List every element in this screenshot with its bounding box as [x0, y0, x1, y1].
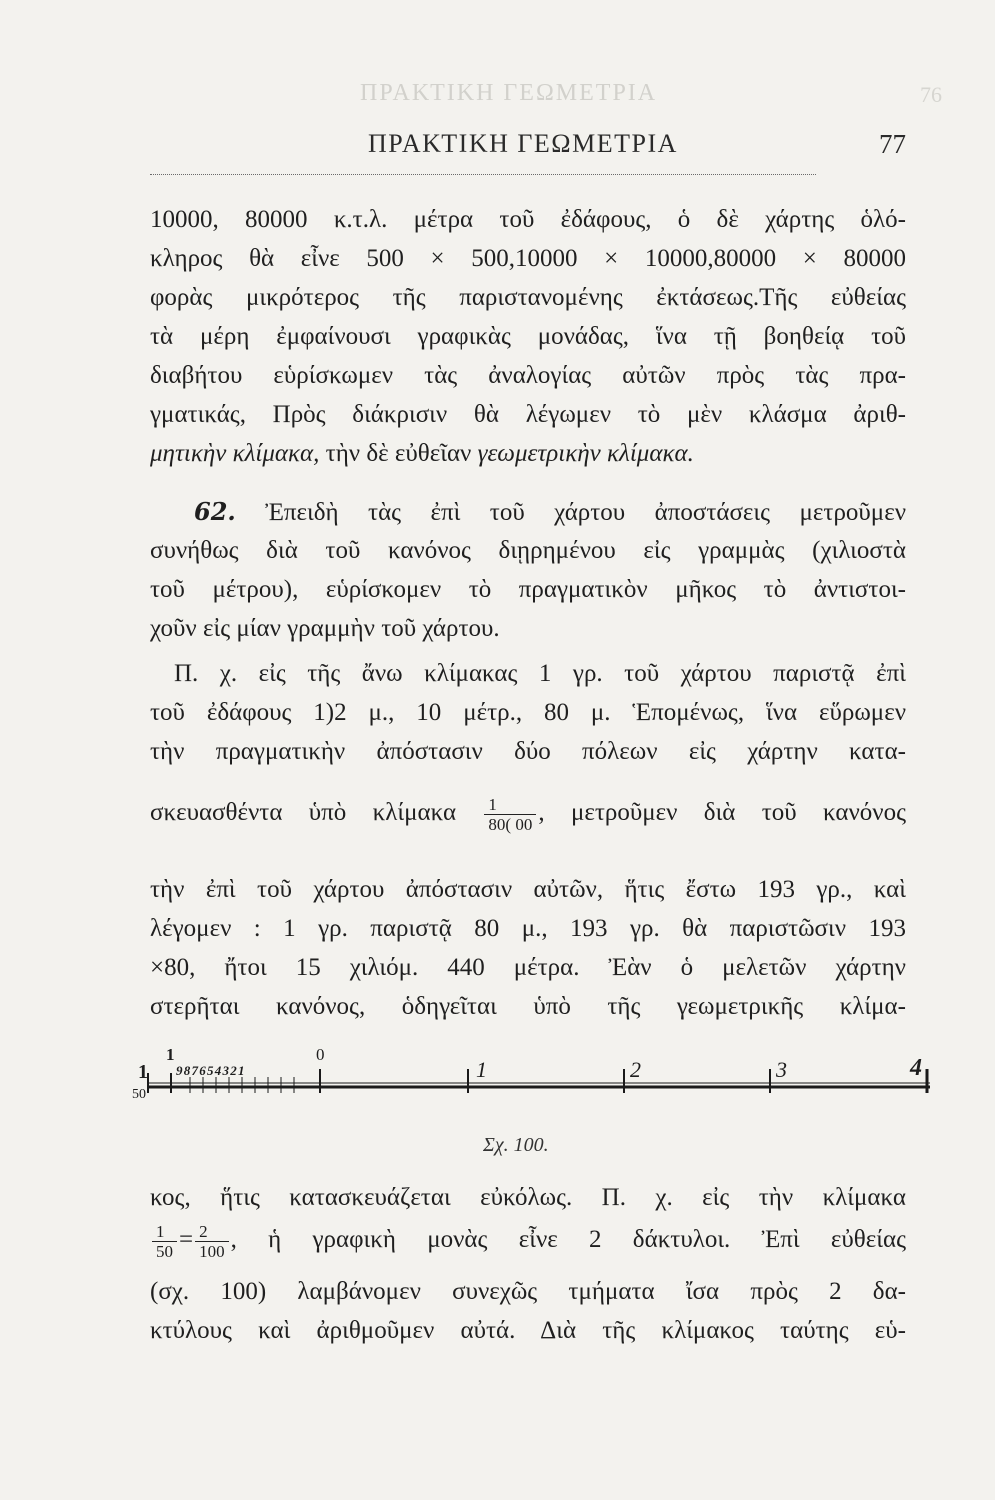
bleed-through-header: ΠΡΑΚΤΙΚΗ ΓΕΩΜΕΤΡΙΑ	[360, 80, 658, 106]
italic-term: μητικὴν κλίμακα,	[150, 440, 320, 467]
fraction-denominator: 50	[156, 1241, 173, 1261]
text-line	[150, 492, 906, 531]
section-62	[150, 492, 906, 648]
text-line: τοῦ ἐδάφους 1)2 μ., 10 μέτρ., 80 μ. Ἑπομένως, ἵνα εὕρωμεν	[150, 699, 906, 726]
page-number: 77	[879, 129, 906, 159]
paragraph-3	[150, 654, 906, 771]
text-line: ×80, ἤτοι 15 χιλιόμ. 440 μέτρα. Ἐὰν ὁ μελετῶν χάρτην	[150, 954, 906, 981]
text-line	[150, 654, 906, 693]
text-run: Π. χ. εἰς τῆς ἄνω κλίμακας 1 γρ. τοῦ χάρτου παριστᾷ ἐπὶ	[174, 660, 906, 687]
text-line: γματικάς, Πρὸς διάκρισιν θὰ λέγωμεν τὸ μὲν κλάσμα ἀριθ-	[150, 401, 906, 428]
header-rule	[150, 174, 816, 175]
text-line: φορὰς μικρότερος τῆς παριστανομένης ἐκτάσεως.Τῆς εὐθείας	[150, 284, 906, 311]
text-line: χοῦν εἰς μίαν γραμμὴν τοῦ χάρτου.	[150, 615, 500, 642]
running-title: ΠΡΑΚΤΙΚΗ ΓΕΩΜΕΤΡΙΑ	[368, 129, 678, 158]
scale-zero-label: 0	[316, 1045, 325, 1064]
fraction-numerator: 1	[484, 795, 536, 815]
text-run: Ἐπειδὴ τὰς ἐπὶ τοῦ χάρτου ἀποστάσεις μετροῦμεν	[265, 499, 906, 526]
text-line: διαβήτου εὑρίσκωμεν τὰς ἀναλογίας αὐτῶν πρὸς τὰς πρα-	[150, 362, 906, 389]
paragraph-1	[150, 200, 906, 473]
scale-fraction	[484, 795, 536, 834]
text-line: λέγομεν : 1 γρ. παριστᾷ 80 μ., 193 γρ. θὰ παριστῶσιν 193	[150, 915, 906, 942]
text-line	[150, 788, 906, 844]
paragraph-4	[150, 1178, 906, 1217]
text-line: στερῆται κανόνος, ὁδηγεῖται ὑπὸ τῆς γεωμετρικῆς κλίμα-	[150, 993, 906, 1020]
scale-major-label: 2	[630, 1057, 641, 1082]
scale-under-label: 50	[132, 1087, 146, 1102]
paragraph-4-fraction-line	[150, 1218, 906, 1266]
scale-bar-svg	[130, 1043, 930, 1103]
scale-major-label: 1	[476, 1057, 487, 1082]
text-line: τὰ μέρη ἐμφαίνουσι γραφικὰς μονάδας, ἵνα τῇ βοηθείᾳ τοῦ	[150, 323, 906, 350]
bleed-through-page-number: 76	[920, 82, 942, 107]
text-line: κληρος θὰ εἶνε 500 × 500,10000 × 10000,80000 × 80000	[150, 245, 906, 272]
figure-caption: Σχ. 100.	[483, 1134, 549, 1156]
text-line: τοῦ μέτρου), εὑρίσκομεν τὸ πραγματικὸν μῆκος τὸ ἀντιστοι-	[150, 576, 906, 603]
fraction	[152, 1222, 177, 1261]
fraction	[195, 1222, 229, 1261]
text-run: , ἡ γραφικὴ μονὰς εἶνε 2 δάκτυλοι. Ἐπὶ εὐθείας	[230, 1226, 906, 1253]
text-line: κος, ἥτις κατασκευάζεται εὐκόλως. Π. χ. εἰς τὴν κλίμακα	[150, 1184, 906, 1211]
text-line: τὴν ἐπὶ τοῦ χάρτου ἀπόστασιν αὐτῶν, ἥτις ἔστω 193 γρ., καὶ	[150, 876, 906, 903]
fraction-line	[150, 788, 906, 844]
text-run: , μετροῦμεν διὰ τοῦ κανόνος	[538, 799, 906, 826]
running-header	[150, 124, 906, 170]
scale-small-digits: 9 8 7 6 5 4 3 2 1	[176, 1063, 244, 1078]
paragraph-3-cont	[150, 870, 906, 1026]
graphic-scale-figure	[130, 1043, 930, 1103]
scale-top-label: 1	[166, 1045, 175, 1064]
text-line	[150, 434, 906, 473]
fraction-denominator: 80( 00	[488, 814, 533, 834]
fraction-numerator: 1	[152, 1222, 177, 1242]
text-line: (σχ. 100) λαμβάνομεν συνεχῶς τμήματα ἴσα πρὸς 2 δα-	[150, 1278, 906, 1305]
fraction-denominator: 100	[199, 1241, 225, 1261]
section-number: 62.	[194, 497, 236, 526]
text-run: σκευασθέντα ὑπὸ κλίμακα	[150, 799, 457, 826]
text-line: $\frac{1}{50}$ = $\frac{2}{100}$ , ἡ γραφικὴ μονὰς εἶνε 2 δάκτυλοι. Ἐπὶ εὐθείας	[150, 1218, 906, 1266]
scale-left-label: 1	[138, 1061, 148, 1083]
text-line: τὴν πραγματικὴν ἀπόστασιν δύο πόλεων εἰς χάρτην κατα-	[150, 738, 906, 765]
text-run: τὴν δὲ εὐθεῖαν	[325, 440, 472, 467]
paragraph-4-cont	[150, 1272, 906, 1350]
scale-major-label: 4	[910, 1055, 922, 1081]
italic-term: γεωμετρικὴν κλίμακα.	[477, 440, 694, 467]
text-line: κτύλους καὶ ἀριθμοῦμεν αὐτά. Διὰ τῆς κλίμακος ταύτης εὑ-	[150, 1317, 906, 1344]
fraction-numerator: 2	[195, 1222, 229, 1242]
text-line: συνήθως διὰ τοῦ κανόνος διῃρημένου εἰς γραμμὰς (χιλιοστὰ	[150, 537, 906, 564]
text-line: 10000, 80000 κ.τ.λ. μέτρα τοῦ ἐδάφους, ὁ δὲ χάρτης ὁλό-	[150, 206, 906, 233]
scale-major-label: 3	[776, 1057, 787, 1082]
